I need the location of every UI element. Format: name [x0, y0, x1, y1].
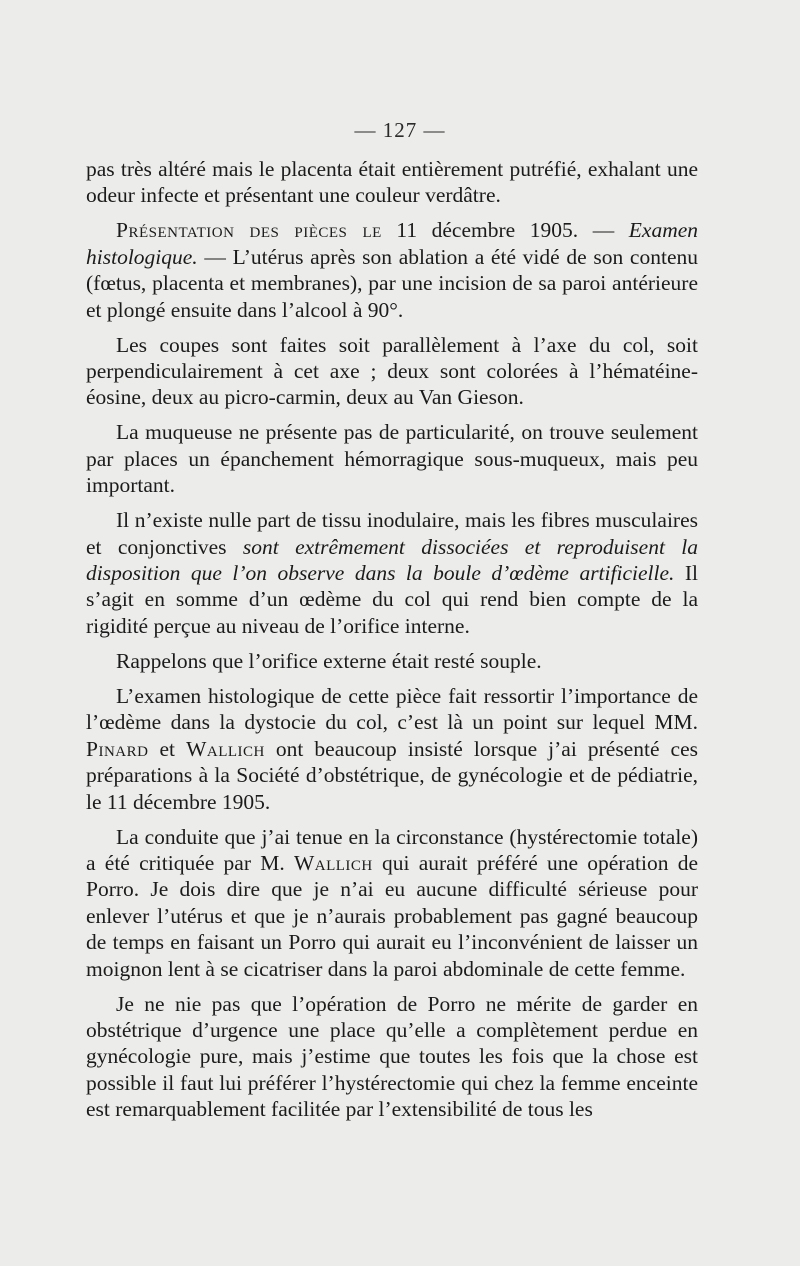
paragraph-text: Rappelons que l’orifice externe était resté souple. — [116, 648, 542, 673]
paragraph-6 — [86, 648, 698, 674]
paragraph-text: — L’utérus après son ablation a été vidé de son contenu (fœtus, placenta et membranes), par une incision de sa paroi antérieure et plongé ensuite dans l’alcool à 90°. — [86, 244, 698, 322]
paragraph-text: Les coupes sont faites soit parallèlement à l’axe du col, soit perpendiculairement à cet axe ; deux sont colorées à l’hématéine-éosine, deux au picro-carmin, deux au Van Gieson. — [86, 332, 698, 410]
paragraph-text: Je ne nie pas que l’opération de Porro ne mérite de garder en obstétrique d’urgence une place qu’elle a complètement perdue en gynécologie pure, mais j’estime que toutes les fois que la chose est possible il faut lui préférer l’hystérectomie qui chez la femme enceinte est remarquablement facilitée par l’extensibilité de tous les — [86, 991, 698, 1122]
paragraph-text: Il s’agit en somme d’un œdème du col qui rend bien compte de la rigidité perçue au niveau de l’orifice interne. — [86, 561, 698, 638]
page-number: — 127 — — [354, 118, 446, 142]
paragraph-text: et — [148, 736, 187, 761]
heading-dash: — — [592, 218, 629, 243]
paragraph-1 — [86, 156, 698, 209]
emphasis-text: sont extrêmement dissociées et reproduisent la disposition que l’on observe dans la boule d’œdème artificielle. — [86, 534, 699, 586]
author-name: Pinard — [86, 736, 149, 761]
paragraph-text: L’examen histologique de cette pièce fait ressortir l’importance de l’œdème dans la dystocie du col, c’est là un point sur lequel MM. — [86, 683, 698, 735]
paragraph-text: Il n’existe nulle part de tissu inodulaire, mais les fibres musculaires et conjonctives — [86, 508, 698, 559]
heading-date: 11 décembre 1905. — [381, 218, 593, 243]
paragraph-text: La conduite que j’ai tenue en la circonstance (hystérectomie totale) a été critiquée par M. — [86, 824, 698, 875]
paragraph-text: La muqueuse ne présente pas de particularité, on trouve seulement par places un épanchement hémorragique sous-muqueux, mais peu important. — [86, 420, 698, 498]
author-name: Wallich — [186, 736, 265, 761]
author-name: Wallich — [293, 850, 373, 875]
paragraph-text: qui aurait préféré une opération de Porro. Je dois dire que je n’ai eu aucune difficulté sérieuse pour enlever l’utérus et que je n’aurais probablement pas gagné beaucoup de temps en faisant un Porro qui aurait eu l’inconvénient de laisser un moignon lent à se cicatriser dans la paroi abdominale de cette femme. — [86, 850, 698, 981]
section-heading: Présentation des pièces le — [116, 218, 382, 243]
paragraph-text: ont beaucoup insisté lorsque j’ai présenté ces préparations à la Société d’obstétrique, de gynécologie et de pédiatrie, le 11 décembre 1905. — [86, 736, 698, 814]
paragraph-2 — [86, 217, 698, 323]
paragraph-7 — [86, 683, 698, 815]
section-subheading: Examen histologique. — [86, 218, 699, 269]
paragraph-5 — [86, 507, 698, 639]
body-text — [86, 156, 698, 1131]
paragraph-8 — [86, 824, 698, 982]
paragraph-text: pas très altéré mais le placenta était entièrement putréfié, exhalant une odeur infecte et présentant une couleur verdâtre. — [86, 157, 698, 208]
paragraph-9 — [86, 991, 698, 1123]
paragraph-3 — [86, 332, 698, 411]
paragraph-4 — [86, 419, 698, 498]
